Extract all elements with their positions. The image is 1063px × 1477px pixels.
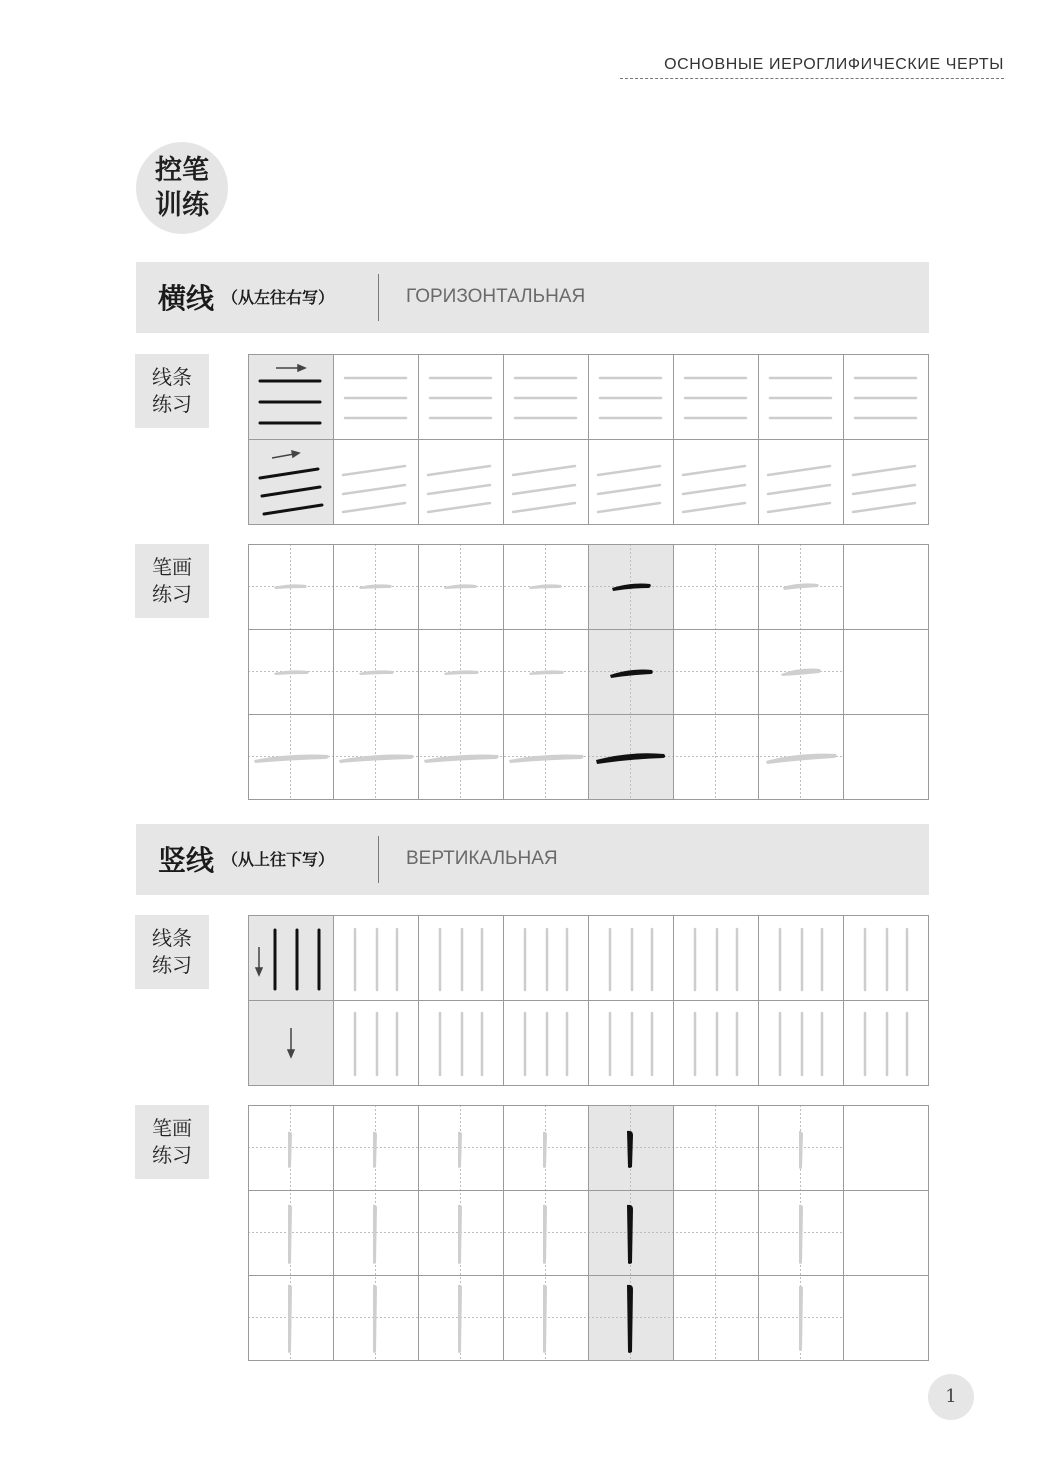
section-title-ru: ГОРИЗОНТАЛЬНАЯ bbox=[406, 286, 586, 307]
trace-line bbox=[513, 466, 575, 475]
trace-line bbox=[853, 503, 915, 512]
trace-line bbox=[598, 466, 660, 475]
section-title-cn: 竖线 bbox=[158, 844, 215, 877]
trace-line bbox=[343, 466, 405, 475]
page-number: 1 bbox=[928, 1374, 974, 1420]
section-vertical-header bbox=[136, 824, 929, 895]
vertical-stroke-practice-grid bbox=[248, 1105, 929, 1361]
trace-lines bbox=[343, 378, 916, 512]
label-line-1: 线条 bbox=[152, 926, 192, 950]
section-title-ru: ВЕРТИКАЛЬНАЯ bbox=[406, 848, 558, 869]
cell-borders bbox=[248, 915, 929, 1086]
section-horizontal-header bbox=[136, 262, 929, 333]
trace-line bbox=[598, 485, 660, 494]
section-title-cn: 横线 bbox=[158, 282, 215, 315]
line-practice-label bbox=[135, 915, 209, 989]
trace-line bbox=[768, 466, 830, 475]
stroke-practice-label bbox=[135, 544, 209, 618]
badge-line-2: 训练 bbox=[155, 190, 209, 221]
stroke-practice-label bbox=[135, 1105, 209, 1179]
vertical-line-practice-grid bbox=[248, 915, 929, 1086]
section-divider bbox=[378, 836, 379, 883]
trace-line bbox=[428, 466, 490, 475]
cell-borders bbox=[248, 354, 929, 525]
trace-strokes bbox=[288, 1131, 803, 1353]
trace-line bbox=[513, 503, 575, 512]
trace-line bbox=[853, 485, 915, 494]
horizontal-stroke-practice-grid bbox=[248, 544, 929, 800]
trace-line bbox=[428, 503, 490, 512]
section-direction-cn: （从上往下写） bbox=[222, 850, 335, 869]
label-line-2: 练习 bbox=[152, 953, 192, 977]
trace-line bbox=[853, 466, 915, 475]
trace-line bbox=[683, 466, 745, 475]
section-divider bbox=[378, 274, 379, 321]
trace-line bbox=[428, 485, 490, 494]
trace-line bbox=[343, 485, 405, 494]
trace-line bbox=[683, 503, 745, 512]
label-line-2: 练习 bbox=[152, 392, 192, 416]
horizontal-line-practice-grid bbox=[248, 354, 929, 525]
badge-line-1: 控笔 bbox=[155, 155, 209, 186]
label-line-1: 线条 bbox=[152, 365, 192, 389]
label-line-1: 笔画 bbox=[152, 1116, 192, 1140]
section-direction-cn: （从左往右写） bbox=[222, 288, 335, 307]
cell-borders bbox=[248, 1105, 929, 1361]
label-line-2: 练习 bbox=[152, 1143, 192, 1167]
trace-lines bbox=[355, 929, 907, 1075]
trace-line bbox=[768, 485, 830, 494]
trace-line bbox=[768, 503, 830, 512]
line-practice-label bbox=[135, 354, 209, 428]
control-training-badge bbox=[136, 142, 228, 234]
trace-line bbox=[343, 503, 405, 512]
header-title: ОСНОВНЫЕ ИЕРОГЛИФИЧЕСКИЕ ЧЕРТЫ bbox=[620, 56, 1004, 79]
label-line-2: 练习 bbox=[152, 582, 192, 606]
trace-line bbox=[598, 503, 660, 512]
label-line-1: 笔画 bbox=[152, 555, 192, 579]
trace-line bbox=[513, 485, 575, 494]
trace-line bbox=[683, 485, 745, 494]
